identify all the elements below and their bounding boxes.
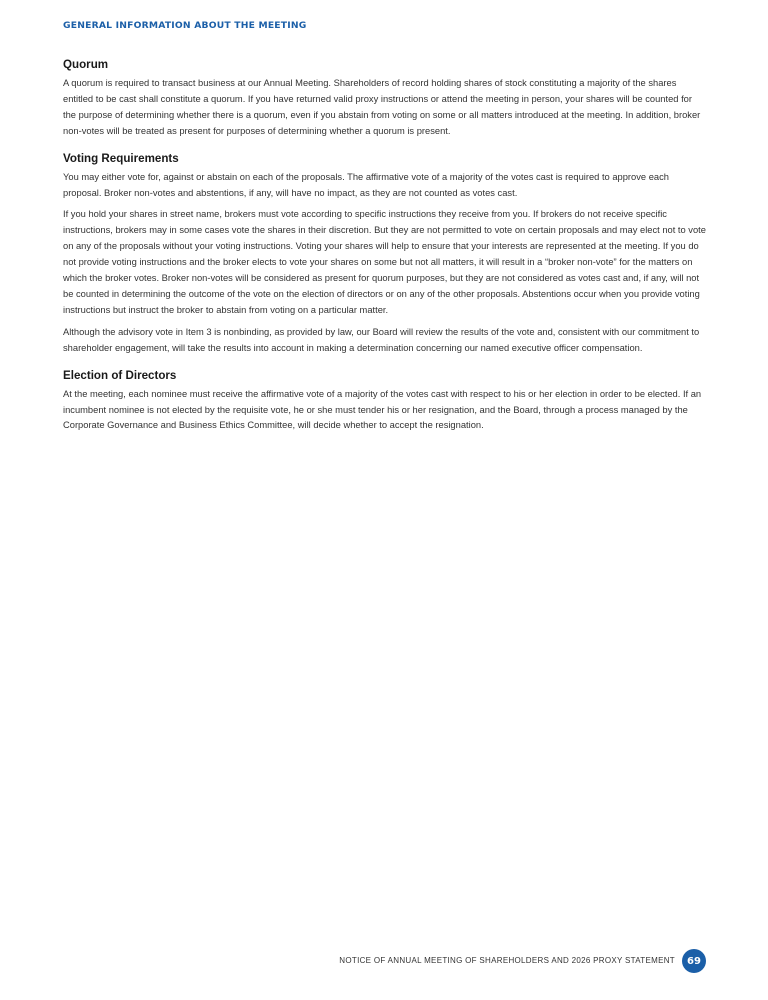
section-heading-quorum: Quorum	[63, 58, 109, 71]
voting-paragraph-3: Although the advisory vote in Item 3 is nonbinding, as provided by law, our Board will review the results of the vote and, consistent with our commitment to shareholder engagement, will take the results into account in making a determination concerning our named executive officer compensation.	[63, 326, 700, 353]
section-heading-voting-requirements: Voting Requirements	[63, 151, 179, 165]
footer-document-title: NOTICE OF ANNUAL MEETING OF SHAREHOLDERS AND 2026 PROXY STATEMENT	[339, 956, 675, 965]
voting-paragraph-2: If you hold your shares in street name, brokers must vote according to specific instructions they receive from you. If brokers do not receive specific instructions, brokers may in some cases vote the shares in their discretion. But they are not permitted to vote on certain proposals and may elect not to vote on any of the proposals without your voting instructions. Voting your shares will help to ensure that your interests are represented at the meeting. If you do not provide voting instructions and the broker elects to vote your shares on some but not all matters, it will result in a “broker non-vote” for the matters on which the broker votes. Broker non-votes will be considered as present for quorum purposes, but they are not considered as votes cast and, if any, will not be counted in determining the outcome of the vote on the election of directors or on any of the other proposals. Abstentions occur when you provide voting instructions but instruct the broker to abstain from voting on a particular matter.	[63, 209, 706, 315]
page-number-badge: 69	[682, 949, 706, 973]
election-paragraph: At the meeting, each nominee must receive the affirmative vote of a majority of the votes cast with respect to his or her election in order to be elected. If an incumbent nominee is not elected by the requisite vote, he or she must tender his or her resignation, and the Board, through a process managed by the Corporate Governance and Business Ethics Committee, will decide whether to accept the resignation.	[63, 388, 702, 431]
section-voting-requirements	[63, 150, 706, 357]
section-election-of-directors	[63, 367, 706, 435]
page-content	[63, 56, 706, 444]
section-quorum	[63, 56, 706, 140]
running-header: GENERAL INFORMATION ABOUT THE MEETING	[63, 20, 307, 31]
voting-paragraph-1: You may either vote for, against or abstain on each of the proposals. The affirmative vote of a majority of the votes cast is required to approve each proposal. Broker non-votes and abstentions, if any, will have no impact, as they are not counted as votes cast.	[63, 171, 669, 198]
section-heading-election-of-directors: Election of Directors	[63, 368, 177, 382]
quorum-paragraph: A quorum is required to transact business at our Annual Meeting. Shareholders of record holding shares of stock constituting a majority of the shares entitled to be cast shall constitute a quorum. If you have returned valid proxy instructions or attend the meeting in person, your shares will be counted for the purpose of determining whether there is a quorum, even if you abstain from voting on some or all matters introduced at the meeting. In addition, broker non-votes will be treated as present for purposes of determining whether a quorum is present.	[63, 78, 701, 136]
page-footer	[63, 949, 706, 973]
